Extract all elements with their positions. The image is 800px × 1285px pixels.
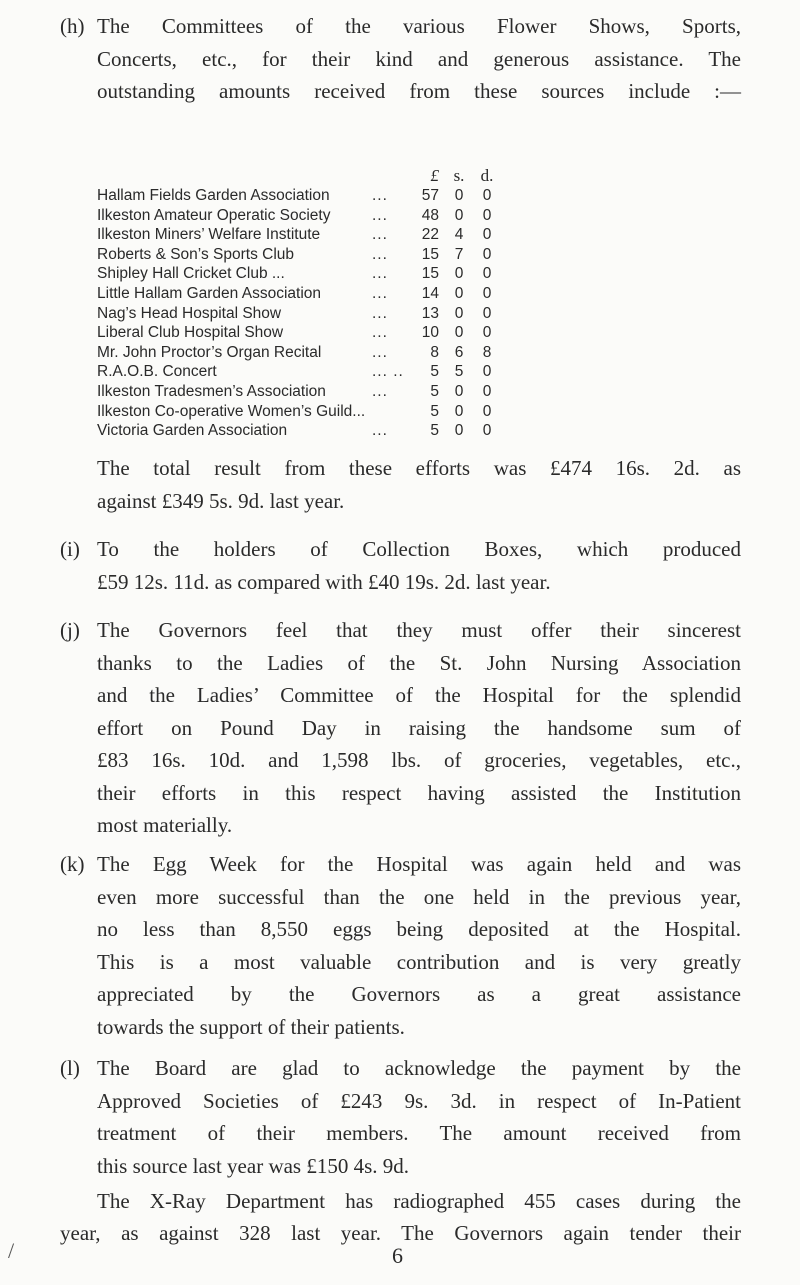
table-row bbox=[97, 324, 517, 344]
leader-dots: ... bbox=[372, 285, 388, 302]
amount-shillings: 0 bbox=[454, 324, 464, 342]
amount-shillings: 0 bbox=[454, 187, 464, 204]
text-line: £83 16s. 10d. and 1,598 lbs. of groceries, vegetables, etc., bbox=[97, 748, 741, 772]
leader-dots: ... bbox=[372, 187, 388, 204]
amount-shillings: 5 bbox=[454, 363, 464, 381]
text-line: The Board are glad to acknowledge the payment by the bbox=[97, 1056, 741, 1080]
text-line: no less than 8,550 eggs being deposited at the Hospital. bbox=[97, 917, 741, 941]
amount-pence: 0 bbox=[482, 324, 492, 342]
paragraph-marker: (l) bbox=[60, 1056, 80, 1080]
text-line: even more successful than the one held in the previous year, bbox=[97, 884, 741, 909]
contributor-name: Ilkeston Amateur Operatic Society bbox=[97, 206, 331, 224]
column-header-pounds: £ bbox=[430, 166, 439, 185]
amount-pounds: 5 bbox=[430, 363, 439, 381]
leader-dots: ... bbox=[372, 383, 388, 400]
margin-mark: / bbox=[8, 1238, 15, 1263]
text-line: Concerts, etc., for their kind and generous assistance. The bbox=[97, 46, 741, 71]
amount-pence: 0 bbox=[482, 226, 492, 244]
contributor-name: Liberal Club Hospital Show bbox=[97, 324, 284, 342]
amount-pounds: 15 bbox=[421, 265, 439, 283]
leader-dots: ... .. bbox=[372, 363, 404, 381]
text-line: The X-Ray Department has radiographed 455 cases during the bbox=[97, 1189, 741, 1213]
text-line: year, as against 328 last year. The Governors again tender their bbox=[60, 1221, 741, 1245]
text-line: appreciated by the Governors as a great assistance bbox=[97, 982, 741, 1006]
table-row bbox=[97, 207, 517, 227]
amount-pence: 0 bbox=[482, 363, 492, 381]
text-line: this source last year was £150 4s. 9d. bbox=[97, 1153, 410, 1178]
text-line: their efforts in this respect having assisted the Institution bbox=[97, 780, 741, 805]
amount-pounds: 5 bbox=[430, 383, 439, 400]
column-header-pence: d. bbox=[480, 166, 494, 185]
text-line: towards the support of their patients. bbox=[97, 1014, 405, 1039]
text-line: To the holders of Collection Boxes, which produced bbox=[97, 537, 741, 561]
text-line: This is a most valuable contribution and is very greatly bbox=[97, 949, 741, 974]
amount-pounds: 5 bbox=[430, 402, 439, 420]
paragraph-marker: (j) bbox=[60, 618, 80, 642]
amount-shillings: 0 bbox=[454, 206, 464, 224]
contributor-name: Nag’s Head Hospital Show bbox=[97, 304, 282, 322]
text-line: £59 12s. 11d. as compared with £40 19s. 2d. last year. bbox=[97, 569, 551, 594]
amount-pounds: 13 bbox=[421, 304, 439, 322]
text-line: most materially. bbox=[97, 813, 233, 837]
amount-pounds: 57 bbox=[421, 187, 439, 204]
leader-dots: ... bbox=[372, 324, 388, 342]
page-number: 6 bbox=[392, 1243, 403, 1268]
text-line: thanks to the Ladies of the St. John Nursing Association bbox=[97, 650, 741, 675]
contributor-name: Mr. John Proctor’s Organ Recital bbox=[97, 343, 322, 361]
amount-pence: 8 bbox=[482, 343, 492, 361]
amount-shillings: 0 bbox=[454, 265, 464, 283]
amount-shillings: 4 bbox=[454, 226, 464, 244]
table-row bbox=[97, 422, 517, 442]
table-row bbox=[97, 383, 517, 403]
amount-pounds: 14 bbox=[421, 285, 439, 302]
amount-pounds: 5 bbox=[430, 422, 439, 440]
text-line: The total result from these efforts was £474 16s. 2d. as bbox=[97, 456, 741, 480]
contributor-name: R.A.O.B. Concert bbox=[97, 363, 217, 381]
contributor-name: Shipley Hall Cricket Club ... bbox=[97, 265, 285, 283]
table-row bbox=[97, 403, 517, 423]
leader-dots: ... bbox=[372, 265, 388, 283]
contributor-name: Roberts & Son’s Sports Club bbox=[97, 245, 295, 263]
xray-paragraph bbox=[60, 1185, 741, 1218]
amount-pence: 0 bbox=[482, 383, 492, 400]
text-line: effort on Pound Day in raising the handsome sum of bbox=[97, 715, 741, 740]
contributor-name: Ilkeston Co-operative Women’s Guild... bbox=[97, 402, 366, 420]
amount-pence: 0 bbox=[482, 206, 492, 224]
amount-pence: 0 bbox=[482, 422, 492, 440]
table-row bbox=[97, 344, 517, 364]
text-line: The Governors feel that they must offer their sincerest bbox=[97, 618, 741, 642]
amount-shillings: 0 bbox=[454, 402, 464, 420]
total-paragraph bbox=[97, 452, 741, 517]
leader-dots: ... bbox=[372, 206, 388, 224]
table-row bbox=[97, 246, 517, 266]
amount-shillings: 0 bbox=[454, 285, 464, 302]
amount-pounds: 10 bbox=[421, 324, 439, 342]
contributor-name: Ilkeston Tradesmen’s Association bbox=[97, 383, 326, 400]
amount-shillings: 0 bbox=[454, 422, 464, 440]
leader-dots: ... bbox=[372, 245, 388, 263]
leader-dots: ... bbox=[372, 304, 388, 322]
paragraph-i bbox=[60, 533, 741, 598]
amount-shillings: 0 bbox=[454, 383, 464, 400]
text-line: and the Ladies’ Committee of the Hospital for the splendid bbox=[97, 683, 741, 707]
amount-pounds: 22 bbox=[421, 226, 439, 244]
contributor-name: Victoria Garden Association bbox=[97, 422, 288, 440]
table-row bbox=[97, 305, 517, 325]
text-line: outstanding amounts received from these sources include :— bbox=[97, 79, 741, 103]
paragraph-k bbox=[60, 848, 741, 1043]
amount-shillings: 7 bbox=[454, 245, 464, 263]
column-header-shillings: s. bbox=[453, 166, 465, 185]
amount-shillings: 6 bbox=[454, 343, 464, 361]
contributor-name: Little Hallam Garden Association bbox=[97, 285, 322, 302]
paragraph-marker: (h) bbox=[60, 14, 85, 38]
text-line: The Egg Week for the Hospital was again held and was bbox=[97, 852, 741, 876]
amount-pence: 0 bbox=[482, 187, 492, 204]
text-line: treatment of their members. The amount received from bbox=[97, 1121, 741, 1145]
leader-dots: ... bbox=[372, 343, 388, 361]
table-row bbox=[97, 285, 517, 305]
paragraph-j bbox=[60, 614, 741, 842]
amount-pence: 0 bbox=[482, 285, 492, 302]
leader-dots: ... bbox=[372, 226, 388, 244]
text-line: against £349 5s. 9d. last year. bbox=[97, 488, 345, 513]
table-row bbox=[97, 265, 517, 285]
leader-dots: ... bbox=[372, 422, 388, 440]
amount-pounds: 8 bbox=[430, 343, 439, 361]
paragraph-h bbox=[60, 10, 741, 108]
paragraph-marker: (k) bbox=[60, 852, 85, 876]
paragraph-l bbox=[60, 1052, 741, 1182]
table-row bbox=[97, 363, 517, 383]
contributor-name: Ilkeston Miners’ Welfare Institute bbox=[97, 226, 321, 244]
amount-shillings: 0 bbox=[454, 304, 464, 322]
amount-pence: 0 bbox=[482, 402, 492, 420]
paragraph-marker: (i) bbox=[60, 537, 80, 561]
amount-pounds: 15 bbox=[421, 245, 439, 263]
text-line: Approved Societies of £243 9s. 3d. in respect of In-Patient bbox=[97, 1088, 741, 1113]
contributor-name: Hallam Fields Garden Association bbox=[97, 187, 330, 204]
table-row bbox=[97, 226, 517, 246]
amount-pounds: 48 bbox=[421, 206, 439, 224]
amount-pence: 0 bbox=[482, 245, 492, 263]
amount-pence: 0 bbox=[482, 265, 492, 283]
text-line: The Committees of the various Flower Shows, Sports, bbox=[97, 14, 741, 38]
amount-pence: 0 bbox=[482, 304, 492, 322]
table-row bbox=[97, 187, 517, 207]
